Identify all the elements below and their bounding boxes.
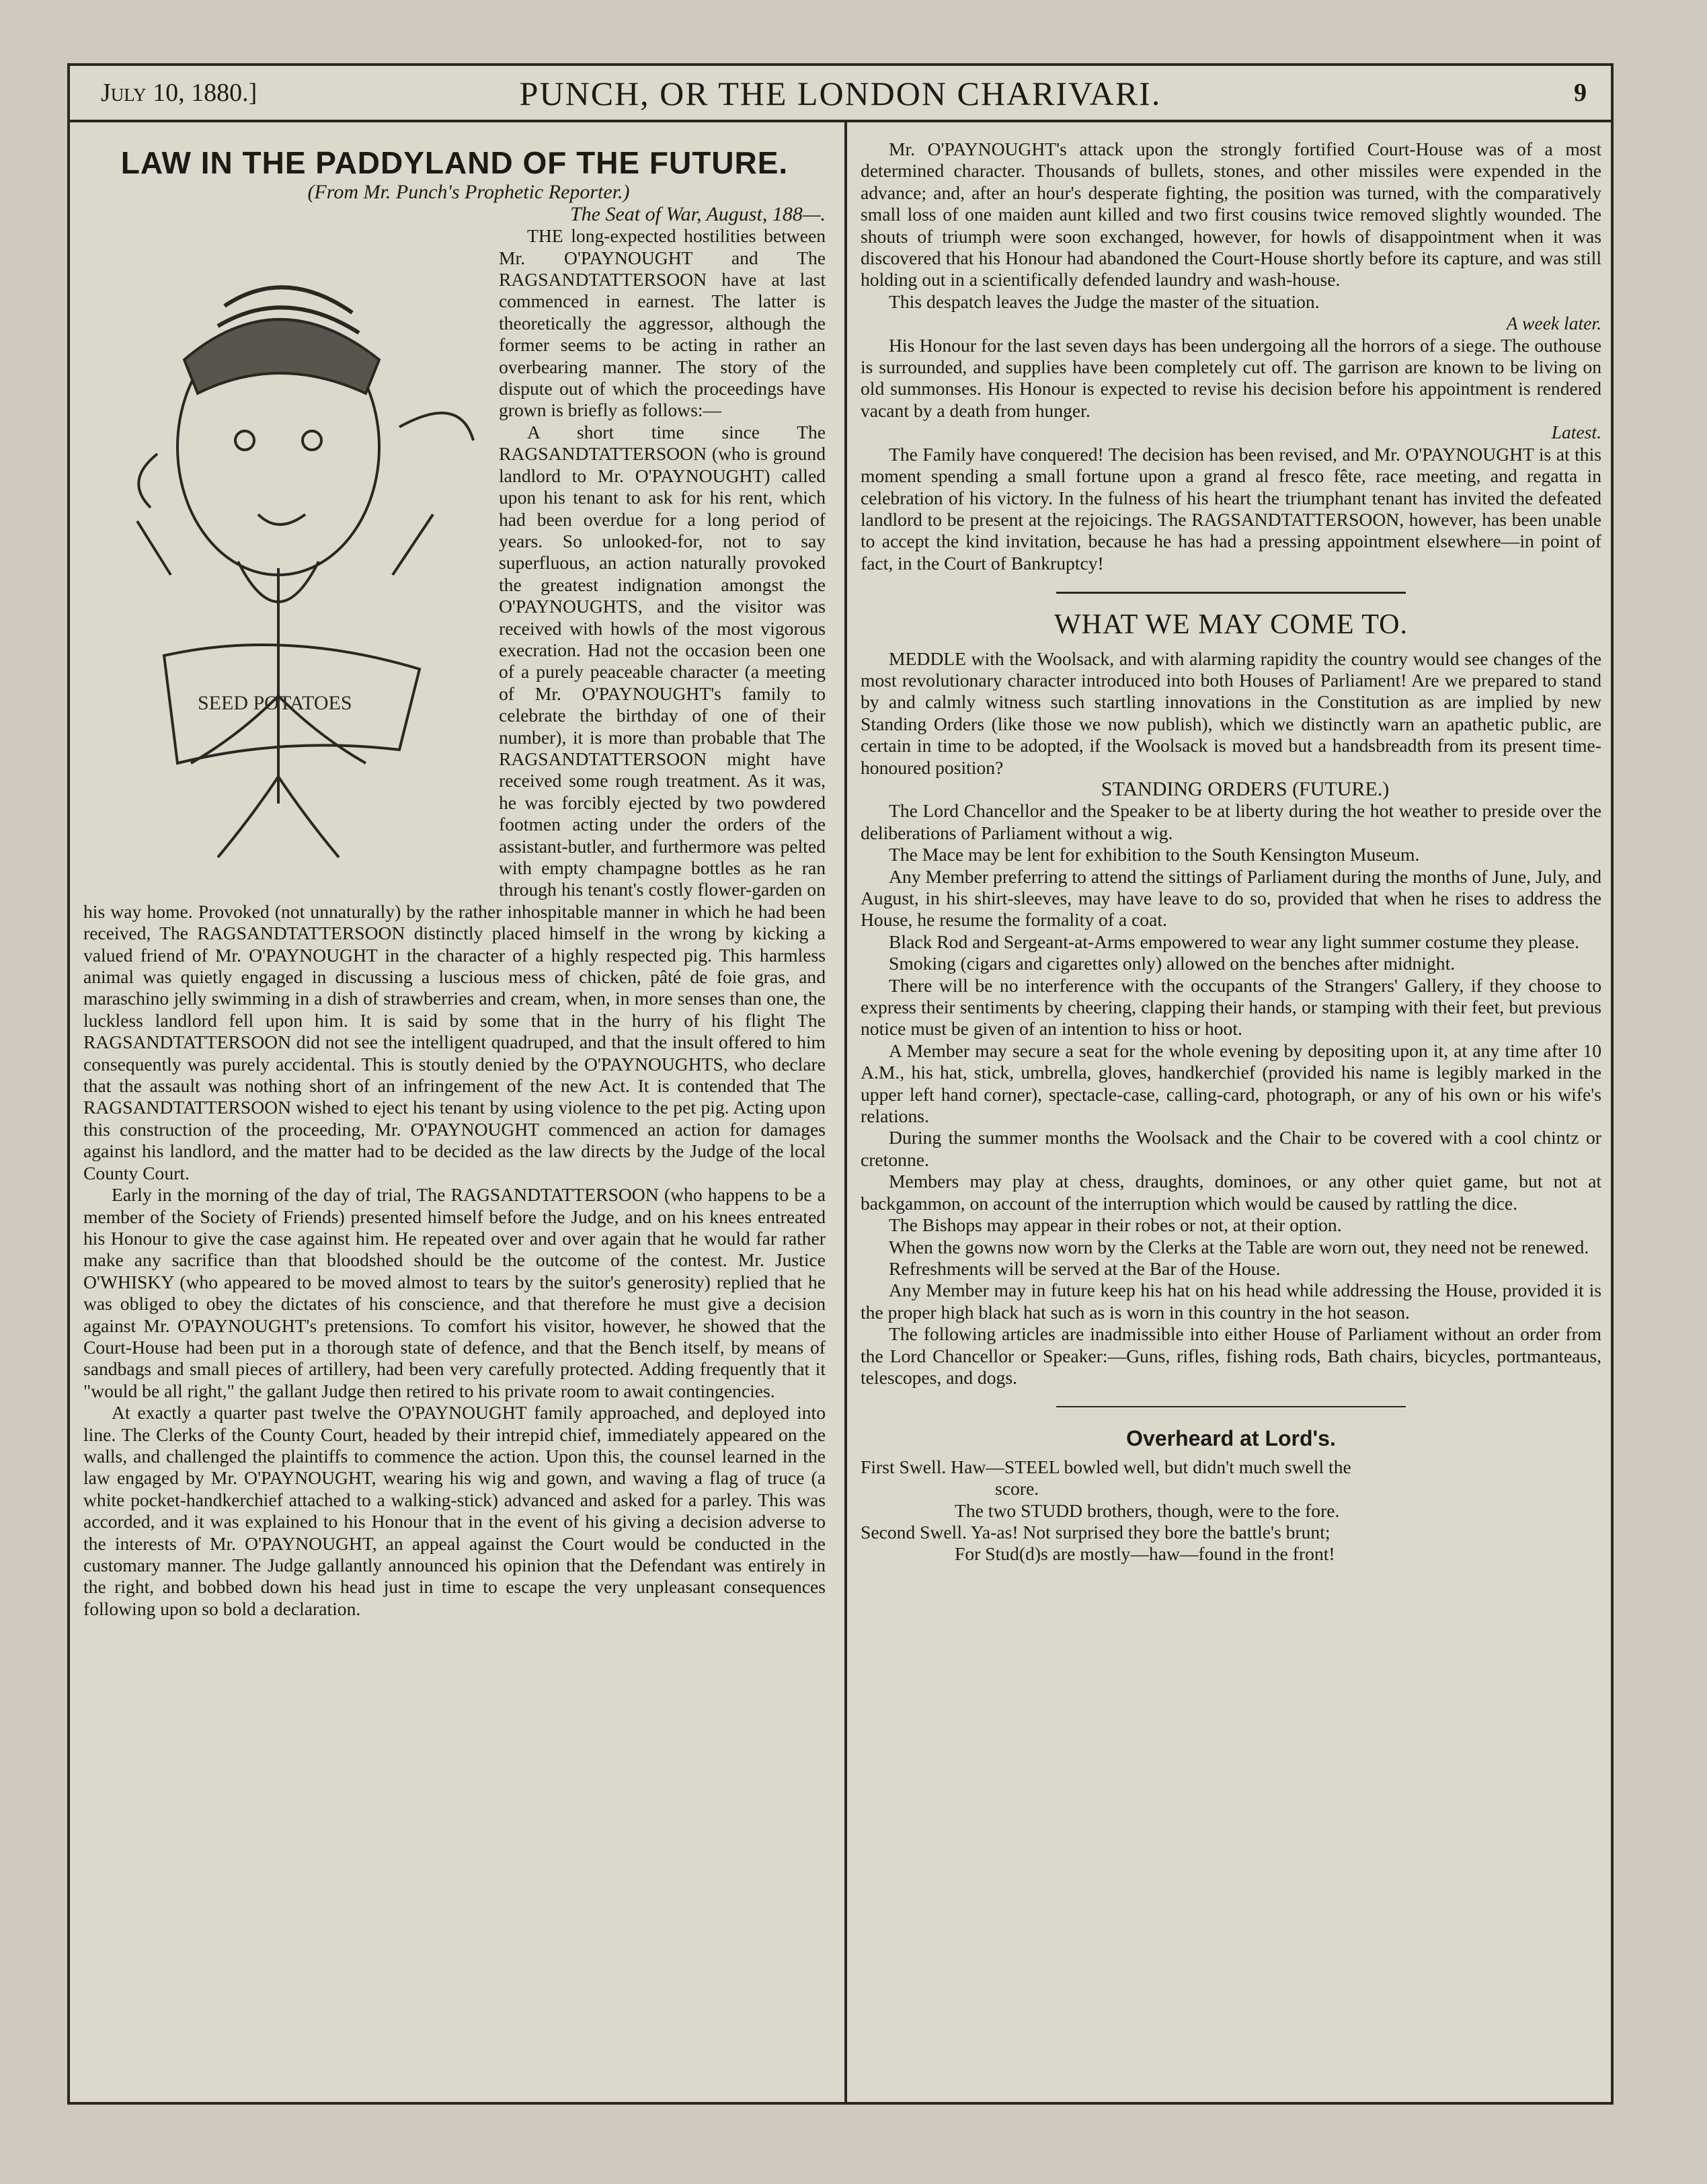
standing-order: The Lord Chancellor and the Speaker to be at liberty during the hot weather to preside over the deliberations of Parliament without a wig. — [861, 800, 1601, 843]
masthead-title: PUNCH, OR THE LONDON CHARIVARI. — [519, 75, 1162, 112]
verse-line: score. — [995, 1478, 1039, 1499]
paragraph: THE long-expected hostilities between Mr. O'PAYNOUGHT and The RAGSANDTATTERSOON have at last commenced in earnest. The latter is theoretically the aggressor, although the former seems to be acting in rather an overbearing manner. The story of the dispute out of which the proceedings have grown is briefly as follows:— — [499, 225, 826, 421]
paragraph: His Honour for the last seven days has been undergoing all the horrors of a siege. The outhouse is surrounded, and supplies have been completely cut off. The garrison are known to be living on old summonses. His Honour is expected to revise his decision before his appointment is rendered vacant by a death from hunger. — [861, 334, 1601, 421]
newspaper-page — [67, 63, 1614, 2105]
standing-order: There will be no interference with the occupants of the Strangers' Gallery, if they choose to express their sentiments by cheering, clapping their hands, or stamping with their feet, but previous notice must be given of an intention to hiss or hoot. — [861, 974, 1601, 1040]
article-title: WHAT WE MAY COME TO. — [1054, 609, 1408, 641]
standing-order: Any Member preferring to attend the sittings of Parliament during the months of June, July, and August, in his shirt-sleeves, may have leave to do so, provided that when he rises to address the House, he resume the formality of a coat. — [861, 865, 1601, 931]
verse-line: The two STUDD brothers, though, were to the fore. — [955, 1499, 1340, 1521]
issue-date: July 10, 1880.] — [101, 79, 257, 107]
verse — [861, 1456, 1601, 1565]
cartoon-illustration — [83, 225, 487, 878]
paragraph: A short time since The RAGSANDTATTERSOON (who is ground landlord to Mr. O'PAYNOUGHT) called upon his tenant to ask for his rent, which had been overdue for a long period of years. So unlooked-for, not to say superfluous, an action naturally provoked the greatest indignation amongst the O'PAYNOUGHTS, and the visitor was received with howls of the most vigorous execration. Had not the occasion been one of a purely peaceable character (a meeting of Mr. O'PAYNOUGHT's family to celebrate the birthday of one of their number), it is more than probable that The RAGSANDTATTERSOON might have received some rough treatment. As it was, he was forcibly ejected by two powdered footmen acting under the orders of the assistant-butler, and furthermore was pelted with empty champagne bottles as he ran through his tenant's costly flower-garden on his way home. Provoked (not unnaturally) by the rather inhospitable manner in which he had been received, The RAGSANDTATTERSOON distinctly placed himself in the wrong by kicking a valued friend of Mr. O'PAYNOUGHT in the character of a highly respected pig. This harmless animal was quietly engaged in discussing a luscious mess of chicken, pâté de foie gras, and maraschino jelly swimming in a dish of strawberries and cream, when, in more senses than one, the luckless landlord fell upon him. It is said by some that in the hurry of his flight The RAGSANDTATTERSOON did not see the intelligent quadruped, and that the insult offered to him consequently was purely accidental. This is stoutly denied by the O'PAYNOUGHTS, who declare that the assault was nothing short of an infringement of the new Act. It is contended that The RAGSANDTATTERSOON wished to eject his tenant by using violence to the pet pig. Acting upon this construction of the proceeding, Mr. O'PAYNOUGHT commenced an action for damages against his landlord, and the matter had to be decided as the law directs by the Judge of the local County Court. — [83, 421, 826, 1183]
left-column — [83, 139, 826, 1620]
standing-order: Black Rod and Sergeant-at-Arms empowered to wear any light summer costume they please. — [889, 931, 1580, 952]
standing-order: When the gowns now worn by the Clerks at the Table are worn out, they need not be renewed. — [889, 1236, 1589, 1257]
standing-order: Smoking (cigars and cigarettes only) allowed on the benches after midnight. — [889, 953, 1456, 974]
subheading: STANDING ORDERS (FUTURE.) — [1101, 777, 1390, 800]
article-subtitle: (From Mr. Punch's Prophetic Reporter.) — [307, 181, 630, 204]
standing-order: The following articles are inadmissible into either House of Parliament without an order from the Lord Chancellor or Speaker:—Guns, rifles, fishing rods, Bath chairs, bicycles, portmanteaus, telescopes, and dogs. — [861, 1323, 1601, 1388]
cartoon-drawing-icon — [83, 225, 487, 878]
week-later-label: A week later. — [1506, 313, 1601, 334]
verse-line: Second Swell. Ya-as! Not surprised they bore the battle's brunt; — [861, 1521, 1331, 1543]
paragraph: MEDDLE with the Woolsack, and with alarming rapidity the country would see changes of the most revolutionary character introduced into both Houses of Parliament! Are we prepared to stand by and calmly witness such startling innovations in the Constitution as are implied by new Standing Orders (like those we now publish), which we distinctly warn an apathetic public, are certain in time to be adopted, if the Woolsack is moved but a handsbreadth from its present time-honoured position? — [861, 648, 1601, 778]
standing-order: Members may play at chess, draughts, dominoes, or any other quiet game, but not at backgammon, on account of the interruption which would be caused by rattling the dice. — [861, 1171, 1601, 1214]
verse-title: Overheard at Lord's. — [1126, 1426, 1336, 1451]
illustration-label: SEED POTATOES — [198, 692, 352, 715]
section-divider — [1056, 1406, 1406, 1407]
standing-order: The Mace may be lent for exhibition to the South Kensington Museum. — [889, 844, 1420, 865]
paragraph: The Family have conquered! The decision has been revised, and Mr. O'PAYNOUGHT is at this moment spending a small fortune upon a grand al fresco fête, race meeting, and regatta in celebration of his victory. In the fulness of his heart the triumphant tenant has invited the defeated landlord to be present at the rejoicings. The RAGSANDTATTERSOON, however, has been unable to accept the kind invitation, because he has had a pressing appointment elsewhere—in point of fact, in the Court of Bankruptcy! — [861, 443, 1601, 574]
standing-order: During the summer months the Woolsack and the Chair to be covered with a cool chintz or cretonne. — [861, 1127, 1601, 1170]
section-divider — [1056, 592, 1406, 594]
standing-order: The Bishops may appear in their robes or not, at their option. — [889, 1214, 1342, 1236]
standing-order: A Member may secure a seat for the whole evening by depositing upon it, at any time after 10 A.M., his hat, stick, umbrella, gloves, handkerchief (provided his name is legibly marked in the upper left hand corner), spectacle-case, calling-card, photograph, or any of his own or his wife's relations. — [861, 1040, 1601, 1127]
right-column — [861, 139, 1601, 1565]
standing-order: Any Member may in future keep his hat on his head while addressing the House, provided it is the proper high black hat such as is worn in this country in the hot season. — [861, 1280, 1601, 1323]
article-dateline: The Seat of War, August, 188—. — [569, 202, 826, 225]
paragraph: Early in the morning of the day of trial, The RAGSANDTATTERSOON (who happens to be a member of the Society of Friends) presented himself before the Judge, and on his knees entreated his Honour to give the case against him. He repeated over and over again that he would far rather make any sacrifice than that bloodshed should be the outcome of the contest. Mr. Justice O'WHISKY (who appeared to be moved almost to tears by the suitor's generosity) replied that he was obliged to obey the dictates of his conscience, and that therefore he must give a decision against Mr. O'PAYNOUGHT's pretensions. To comfort his visitor, however, he showed that the Court-House had been put in a thorough state of defence, and that the Bench itself, by means of sandbags and small pieces of artillery, had been very carefully protected. Adding frequently that it "would be all right," the gallant Judge then retired to his private room to await contingencies. — [83, 1184, 826, 1401]
article-title: LAW IN THE PADDYLAND OF THE FUTURE. — [120, 145, 789, 180]
page-number: 9 — [1574, 79, 1587, 107]
page-header — [70, 66, 1611, 122]
standing-order: Refreshments will be served at the Bar of the House. — [889, 1257, 1281, 1279]
column-divider — [844, 122, 847, 2103]
paragraph: This despatch leaves the Judge the master of the situation. — [889, 290, 1320, 312]
verse-line: First Swell. Haw—STEEL bowled well, but didn't much swell the — [861, 1456, 1351, 1477]
latest-label: Latest. — [1551, 422, 1601, 443]
verse-line: For Stud(d)s are mostly—haw—found in the front! — [955, 1543, 1335, 1565]
paragraph: Mr. O'PAYNOUGHT's attack upon the strongly fortified Court-House was of a most determined character. Thousands of bullets, stones, and other missiles were expended in the advance; and, after an hour's desperate fighting, the position was turned, with the comparatively small loss of one maiden aunt killed and two first cousins twice removed slightly wounded. The shouts of triumph were soon exchanged, however, for howls of disappointment when it was discovered that his Honour had abandoned the Court-House shortly before its capture, and was still holding out in a scientifically defended laundry and wash-house. — [861, 139, 1601, 290]
paragraph: At exactly a quarter past twelve the O'PAYNOUGHT family approached, and deployed into line. The Clerks of the County Court, headed by their intrepid chief, immediately appeared on the walls, and challenged the plaintiffs to commence the action. Upon this, the counsel learned in the law engaged by Mr. O'PAYNOUGHT, wearing his wig and gown, and waving a flag of truce (a white pocket-handkerchief attached to a walking-stick) advanced and asked for a parley. This was accorded, and it was explained to his Honour that in the event of his giving a decision adverse to the interests of Mr. O'PAYNOUGHT, an appeal against the Court would be conducted in the customary manner. The Judge gallantly announced his opinion that the Defendant was entirely in the right, and bobbed down his head just in time to escape the very unpleasant consequences following upon so bold a declaration. — [83, 1402, 826, 1619]
